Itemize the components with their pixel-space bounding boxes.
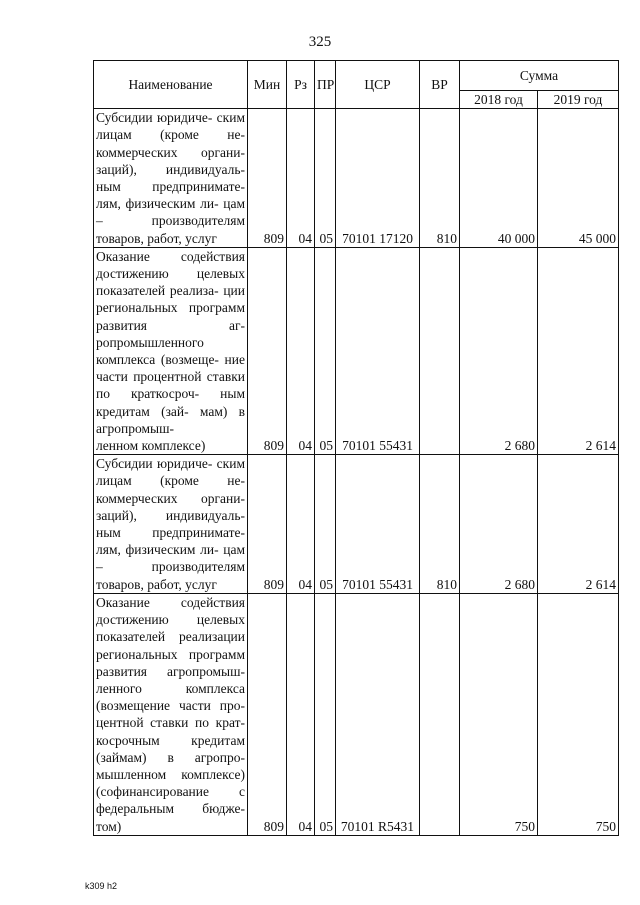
row-name-line: достижению целевых [96,612,245,628]
row-pr: 05 [315,593,336,835]
row-name-line: ленного комплекса [96,680,245,696]
row-sum-2019: 45 000 [538,109,619,248]
row-name-line: (займам) в агропро- [96,749,245,765]
row-name-line: мам) в агропромыш- [96,403,246,436]
row-name-last-line: том) [96,818,122,834]
row-name-line: ропромышленного [96,334,204,350]
row-sum-2019: 2 614 [538,455,619,594]
row-rz: 04 [287,247,315,454]
row-name-line: программ развития аг- [96,300,245,333]
row-name-line: коммерческих органи- [96,144,245,160]
header-pr: ПР [315,61,336,109]
row-name-line: центной ставки по крат- [96,715,245,731]
header-rz: Рз [287,61,315,109]
row-name-line: показателей реализации [96,629,245,645]
row-sum-2018: 750 [460,593,538,835]
row-vr: 810 [420,109,460,248]
row-name [94,109,248,248]
row-min: 809 [248,593,287,835]
row-rz: 04 [287,593,315,835]
row-vr [420,593,460,835]
row-name-line: лям, физическим ли- [96,542,219,558]
header-vr: ВР [420,61,460,109]
row-sum-2018: 40 000 [460,109,538,248]
row-name-line: ставки по краткосроч- [96,369,245,402]
row-csr: 70101 55431 [336,247,420,454]
header-sum: Сумма [460,61,619,91]
budget-table [93,60,619,836]
row-csr: 70101 55431 [336,455,420,594]
row-min: 809 [248,109,287,248]
row-csr: 70101 R5431 [336,593,420,835]
row-pr: 05 [315,247,336,454]
row-name-line: Оказание содействия [96,248,245,264]
row-name-line: косрочным кредитам [96,732,245,748]
row-sum-2019: 2 614 [538,247,619,454]
row-name-line: показателей реализа- [96,283,219,299]
row-name-line: (софинансирование с [96,784,245,800]
row-name-line: достижению целевых [96,266,245,282]
row-vr: 810 [420,455,460,594]
header-year-2018: 2018 год [460,91,538,109]
row-name-line: ным предпринимате- [96,179,245,195]
row-name-line: ным кредитам (зай- [96,386,245,419]
header-name: Наименование [94,61,248,109]
row-name-line: заций), индивидуаль- [96,161,245,177]
row-name [94,247,248,454]
row-name-line: ным предпринимате- [96,525,245,541]
row-name-line: ским лицам (кроме не- [96,110,245,143]
row-rz: 04 [287,455,315,594]
header-csr: ЦСР [336,61,420,109]
header-min: Мин [248,61,287,109]
row-name-line: коммерческих органи- [96,490,245,506]
row-name-line: развития агропромыш- [96,663,245,679]
row-name [94,593,248,835]
row-name-last-line: товаров, работ, услуг [96,576,217,592]
row-name-line: комплекса (возмеще- [96,352,219,368]
row-name-line: ским лицам (кроме не- [96,456,245,489]
table-row [94,593,619,835]
header-year-2019: 2019 год [538,91,619,109]
row-name [94,455,248,594]
row-name-line: заций), индивидуаль- [96,507,245,523]
row-name-line: ции региональных [96,283,245,316]
row-name-line: лям, физическим ли- [96,196,219,212]
footer-code: k309 h2 [85,881,118,891]
row-name-line: Субсидии юридиче- [96,110,213,126]
row-pr: 05 [315,455,336,594]
row-sum-2019: 750 [538,593,619,835]
row-name-line: Субсидии юридиче- [96,456,213,472]
row-name-last-line: товаров, работ, услуг [96,230,217,246]
table-row [94,109,619,248]
row-name-line: мышленном комплексе) [96,766,245,782]
page-number: 325 [308,34,332,50]
row-vr [420,247,460,454]
row-min: 809 [248,455,287,594]
row-name-last-line: ленном комплексе) [96,438,206,454]
row-name-line: цам – производителям [96,196,246,229]
row-name-line: цам – производителям [96,542,246,575]
row-pr: 05 [315,109,336,248]
row-sum-2018: 2 680 [460,455,538,594]
table-row [94,455,619,594]
row-rz: 04 [287,109,315,248]
row-name-line: Оказание содействия [96,594,245,610]
row-sum-2018: 2 680 [460,247,538,454]
row-name-line: (возмещение части про- [96,698,245,714]
row-csr: 70101 17120 [336,109,420,248]
row-name-line: ние части процентной [96,352,245,385]
table-body [94,109,619,836]
table-row [94,247,619,454]
row-min: 809 [248,247,287,454]
row-name-line: федеральным бюдже- [96,801,245,817]
row-name-line: региональных программ [96,646,245,662]
